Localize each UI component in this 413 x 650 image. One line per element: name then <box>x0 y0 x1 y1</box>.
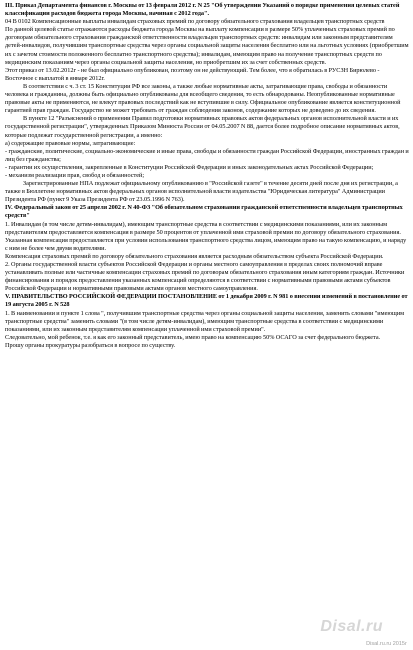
watermark-logo: Disal.ru <box>320 618 383 635</box>
closing-line: Прошу органы прокуратуры разобраться в вопросе по существу. <box>5 341 176 349</box>
paragraph: Компенсация страховых премий по договору обязательного страхования является расходным обязательством субъекта Российской Федерации. <box>5 252 384 260</box>
footer-credit: Disal.ru.ru 2015г <box>366 641 407 647</box>
paragraph: По данной целевой статье отражаются расходы бюджета города Москвы на выплату компенсации в размере 50% уплаченных страховых премий по договорам обязательного страхования гражданской ответственности владельцев транспортных средств: инвалидам или законным представителям детей-инвалидов, получившим транспортные средства через органы социальной защиты населения бесплатно или на льготных условиях (приобретшим их с зачетом стоимости положенного бесплатно транспортного средства); инвалидам, имеющим право на получение транспортных средств по медицинским показаниям через органы социальной защиты населения, но приобретшим их за счет собственных средств. <box>5 26 409 66</box>
paragraph: Указанная компенсация предоставляется при условии использования транспортного средства лицом, имеющим право на такую компенсацию, и наряду с ним не более чем двумя водителями. <box>5 236 407 252</box>
section-heading-4: IV. Федеральный закон от 25 апреля 2002 г. N 40-ФЗ "Об обязательном страховании гражданской ответственности владельцев транспортных средств" <box>5 204 403 220</box>
list-item: - гражданские, политические, социально-экономические и иные права, свободы и обязанности граждан Российской Федерации, иностранных граждан и лиц без гражданства; <box>5 147 409 163</box>
paragraph: 2. Органы государственной власти субъектов Российской Федерации и органы местного самоуправления в пределах своих полномочий вправе устанавливать полные или частичные компенсации страховых премий по договорам обязательного страхования иным категориям граждан. Источники финансирования и порядок предоставления указанных компенсаций определяются в соответствии с нормативными правовыми актами субъектов Российской Федерации и нормативными правовыми актами органов местного самоуправления. <box>5 261 405 293</box>
paragraph: Следовательно, мой ребенок, т.е. я как его законный представитель, имею право на компенсацию 50% ОСАГО за счет федерального бюджета. <box>5 333 381 341</box>
paragraph: 04 В 0102 Компенсационные выплаты инвалидам страховых премий по договору обязательного страхования владельцев транспортных средств <box>5 18 385 26</box>
paragraph: Этот приказ от 13.02.2012г - не был официально опубликован, поэтому он не действующий. Тем более, что я обратилась в РУСЗН Бирюлево - Восточное с выплатой в январе 2012г. <box>5 66 380 82</box>
paragraph: 1. В наименовании и пункте 1 слова ", получившим транспортные средства через органы социальной защиты населения, заменить словами "имеющим транспортные средства" заменить словами "(в том числе детям-инвалидам), имеющим транспортные средства в соответствии с медицинскими показаниями, или их законным представителям компенсации уплаченной ими страховой премии". <box>5 309 405 333</box>
list-item: - гарантии их осуществления, закрепленные в Конституции Российской Федерации и иных законодательных актах Российской Федерации; <box>5 163 374 171</box>
section-heading-5: V. ПРАВИТЕЛЬСТВО РОССИЙСКОЙ ФЕДЕРАЦИИ ПОСТАНОВЛЕНИЕ от 1 декабря 2009 г. N 981 о внесении изменений в постановление от 19 августа 2005 г. N 528 <box>5 293 408 309</box>
list-item: - механизм реализации прав, свобод и обязанностей; <box>5 171 145 179</box>
paragraph: В соответствии с ч. 3 ст. 15 Конституции РФ все законы, а также любые нормативные акты, затрагивающие права, свободы и обязанности человека и гражданина, должны быть официально опубликованы для всеобщего сведения, то есть обнародованы. Неопубликованные нормативные правовые акты не применяются, не влекут правовых последствий как не вступившие в силу. Официальное опубликование является конституционной гарантией прав граждан. Государство не может требовать от граждан соблюдения законов, содержание которых не доведено до их сведения. <box>5 82 401 115</box>
document-body <box>5 2 409 350</box>
paragraph: Зарегистрированные НПА подлежат официальному опубликованию в "Российской газете" в течение десяти дней после дня их регистрации, а также в Бюллетене нормативных актов федеральных органов исполнительной власти издательства "Юридическая литература" Администрации Президента РФ (пункт 9 Указа Президента РФ от 23.05.1996 N 763). <box>5 180 398 204</box>
paragraph: 1. Инвалидам (в том числе детям-инвалидам), имеющим транспортные средства в соответствии с медицинскими показаниями, или их законным представителям предоставляется компенсация в размере 50 процентов от уплаченной ими страховой премии по договору обязательного страхования. <box>5 220 401 236</box>
paragraph: а) содержащие правовые нормы, затрагивающие: <box>5 139 136 147</box>
paragraph: В пункте 12 "Разъяснений о применении Правил подготовки нормативных правовых актов федеральных органов исполнительной власти и их государственной регистрации", утвержденных Приказом Минюста России от 04.05.2007 N 88, дается более подробное описание нормативных актов, которые подлежат государственной регистрации, а именно: <box>5 115 400 139</box>
section-heading-3: III. Приказ Департамента финансов г. Москвы от 13 февраля 2012 г. N 25 "Об утверждении Указаний о порядке применения целевых статей классификации расходов бюджета города Москвы, начиная с 2012 года". <box>5 2 400 18</box>
